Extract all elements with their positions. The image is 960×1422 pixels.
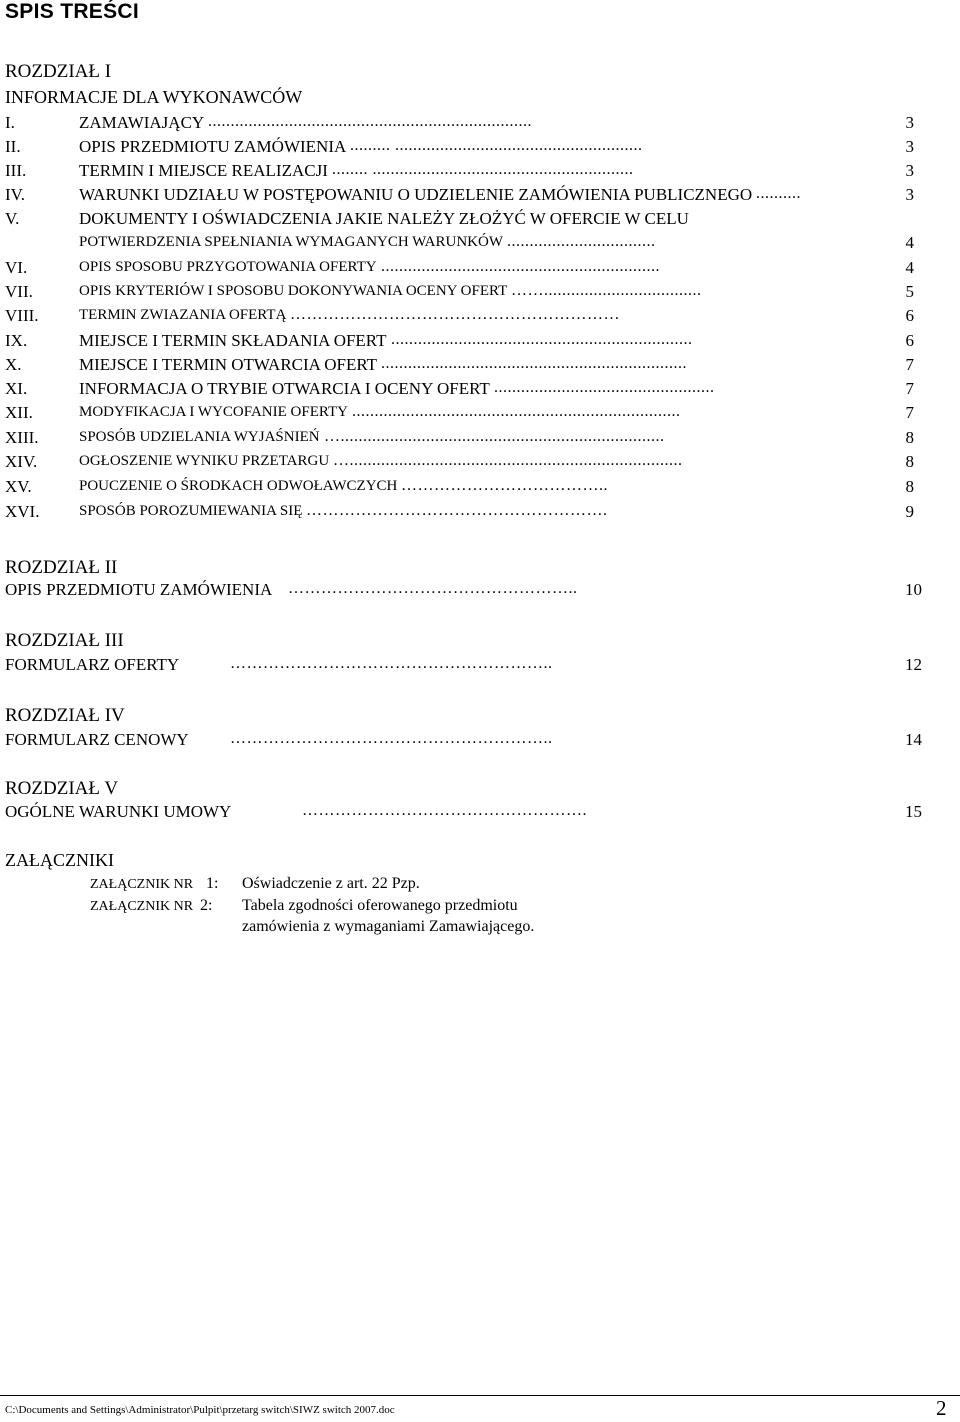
toc-entry-title[interactable]: POTWIERDZENIA SPEŁNIANIA WYMAGANYCH WARUNKÓW [79, 234, 504, 250]
toc-entry-title[interactable]: POUCZENIE O ŚRODKACH ODWOŁAWCZYCH [79, 478, 398, 494]
chapter-4-page: 14 [905, 730, 922, 749]
attachment-2-text[interactable]: Tabela zgodności oferowanego przedmiotu [242, 897, 518, 914]
toc-entry-leader: ……………………………….. [401, 477, 608, 494]
toc-entry-leader: .......... [756, 185, 801, 202]
toc-entry-leader: .............................................................. [381, 258, 660, 275]
toc-entry-title[interactable]: ZAMAWIAJĄCY [79, 113, 205, 132]
toc-entry-leader: ................................. [507, 233, 656, 250]
attachment-2-number: 2: [200, 897, 213, 914]
chapter-5-leader: ……………………………………………. [302, 802, 587, 819]
toc-entry-leader: ……................................... [511, 282, 702, 299]
toc-entry-leader: .................................................................... [381, 355, 687, 372]
toc-entry-leader: ......... ....................................................... [350, 137, 643, 154]
toc-entry-title[interactable]: SPOSÓB POROZUMIEWANIA SIĘ [79, 503, 303, 519]
chapter-1-heading [5, 61, 111, 83]
chapter-4-leader: ………………………………………………….. [230, 730, 553, 747]
toc-entry-page: 3 [905, 113, 914, 132]
toc-entry-page: 5 [905, 282, 914, 301]
page-title: SPIS TREŚCI [5, 0, 139, 23]
toc-entry-title[interactable]: OGŁOSZENIE WYNIKU PRZETARGU [79, 453, 330, 469]
toc-entry-number: V. [5, 209, 20, 228]
toc-entry-page: 4 [905, 258, 914, 277]
footer-rule [0, 1395, 960, 1396]
chapter-1-heading-text: ROZDZIAŁ I [5, 61, 112, 82]
attachments-heading: ZAŁĄCZNIKI [5, 850, 114, 870]
footer-page-number: 2 [936, 1396, 947, 1420]
toc-entry-title[interactable]: TERMIN ZWIAZANIA OFERTĄ [79, 307, 287, 323]
toc-entry-page: 7 [905, 403, 914, 422]
toc-entry-number: IV. [5, 185, 25, 204]
toc-entry-number: I. [5, 113, 15, 132]
toc-entry-title[interactable]: DOKUMENTY I OŚWIADCZENIA JAKIE NALEŻY ZŁOŻYĆ W OFERCIE W CELU [79, 209, 689, 228]
toc-entry-page: 4 [905, 233, 914, 252]
attachment-1-label: ZAŁĄCZNIK NR [90, 877, 194, 892]
toc-entry-title[interactable]: SPOSÓB UDZIELANIA WYJAŚNIEŃ [79, 429, 320, 445]
chapter-3-page: 12 [905, 655, 922, 674]
toc-entry-page: 3 [905, 185, 914, 204]
toc-entry-leader: ......................................................................... [352, 403, 681, 420]
attachment-2-label: ZAŁĄCZNIK NR [90, 899, 194, 914]
toc-entry-number: XII. [5, 403, 33, 422]
toc-entry-number: VI. [5, 258, 28, 277]
toc-entry-leader: ................................................................... [391, 331, 693, 348]
attachment-1-number: 1: [206, 875, 219, 892]
toc-entry-number: VIII. [5, 306, 39, 325]
toc-entry-page: 6 [905, 331, 914, 350]
toc-entry-title[interactable]: MIEJSCE I TERMIN SKŁADANIA OFERT [79, 331, 387, 350]
toc-entry-title[interactable]: OPIS KRYTERIÓW I SPOSOBU DOKONYWANIA OCENY OFERT [79, 283, 508, 299]
toc-entry-page: 6 [905, 306, 914, 325]
toc-entry-number: XIII. [5, 428, 39, 447]
attachment-1-text[interactable]: Oświadczenie z art. 22 Pzp. [242, 875, 420, 892]
chapter-2-leader: …………………………………………….. [288, 580, 578, 597]
toc-entry-page: 8 [905, 477, 914, 496]
chapter-3-heading: ROZDZIAŁ III [5, 630, 124, 651]
chapter-1-subheading: INFORMACJE DLA WYKONAWCÓW [5, 87, 303, 107]
chapter-4-heading: ROZDZIAŁ IV [5, 705, 125, 726]
toc-entry-leader: ................................................. [494, 379, 715, 396]
toc-entry-page: 8 [905, 428, 914, 447]
toc-entry-leader: ………………………………………………. [306, 502, 608, 519]
toc-entry-number: VII. [5, 282, 33, 301]
chapter-3-entry[interactable]: FORMULARZ OFERTY [5, 655, 180, 674]
footer-file-path: C:\Documents and Settings\Administrator\Pulpit\przetarg switch\SIWZ switch 2007.doc [5, 1404, 395, 1416]
chapter-3-leader: ………………………………………………….. [230, 655, 553, 672]
toc-entry-number: XIV. [5, 452, 38, 471]
chapter-2-page: 10 [905, 580, 922, 599]
chapter-2-entry[interactable]: OPIS PRZEDMIOTU ZAMÓWIENIA [5, 580, 273, 599]
chapter-5-entry[interactable]: OGÓLNE WARUNKI UMOWY [5, 802, 232, 821]
toc-entry-number: II. [5, 137, 21, 156]
toc-entry-leader: ........ .......................................................... [332, 161, 634, 178]
toc-entry-page: 7 [905, 355, 914, 374]
toc-entry-title[interactable]: MIEJSCE I TERMIN OTWARCIA OFERT [79, 355, 378, 374]
toc-entry-leader: …………………………………………………… [290, 306, 620, 323]
toc-entry-leader: ........................................................................ [208, 113, 532, 130]
toc-entry-number: XV. [5, 477, 32, 496]
toc-entry-leader: ….......................................................................... [333, 452, 683, 469]
toc-entry-number: XVI. [5, 502, 40, 521]
toc-entry-title[interactable]: MODYFIKACJA I WYCOFANIE OFERTY [79, 404, 348, 420]
toc-entry-leader: …........................................................................ [324, 428, 665, 445]
toc-entry-page: 8 [905, 452, 914, 471]
chapter-4-entry[interactable]: FORMULARZ CENOWY [5, 730, 189, 749]
toc-entry-page: 7 [905, 379, 914, 398]
toc-entry-title[interactable]: OPIS PRZEDMIOTU ZAMÓWIENIA [79, 137, 347, 156]
toc-entry-page: 3 [905, 161, 914, 180]
toc-entry-title[interactable]: WARUNKI UDZIAŁU W POSTĘPOWANIU O UDZIELENIE ZAMÓWIENIA PUBLICZNEGO [79, 185, 753, 204]
chapter-5-page: 15 [905, 802, 922, 821]
toc-entry-title[interactable]: OPIS SPOSOBU PRZYGOTOWANIA OFERTY [79, 259, 377, 275]
toc-entry-number: X. [5, 355, 22, 374]
toc-entry-title[interactable]: INFORMACJA O TRYBIE OTWARCIA I OCENY OFERT [79, 379, 490, 398]
toc-entry-number: IX. [5, 331, 28, 350]
chapter-2-heading: ROZDZIAŁ II [5, 557, 118, 578]
toc-entry-number: III. [5, 161, 27, 180]
toc-entry-title[interactable]: TERMIN I MIEJSCE REALIZACJI [79, 161, 328, 180]
toc-entry-page: 3 [905, 137, 914, 156]
toc-entry-number: XI. [5, 379, 28, 398]
chapter-5-heading: ROZDZIAŁ V [5, 778, 119, 799]
attachment-2-text-continued: zamówienia z wymaganiami Zamawiającego. [242, 918, 535, 935]
toc-entry-page: 9 [905, 502, 914, 521]
